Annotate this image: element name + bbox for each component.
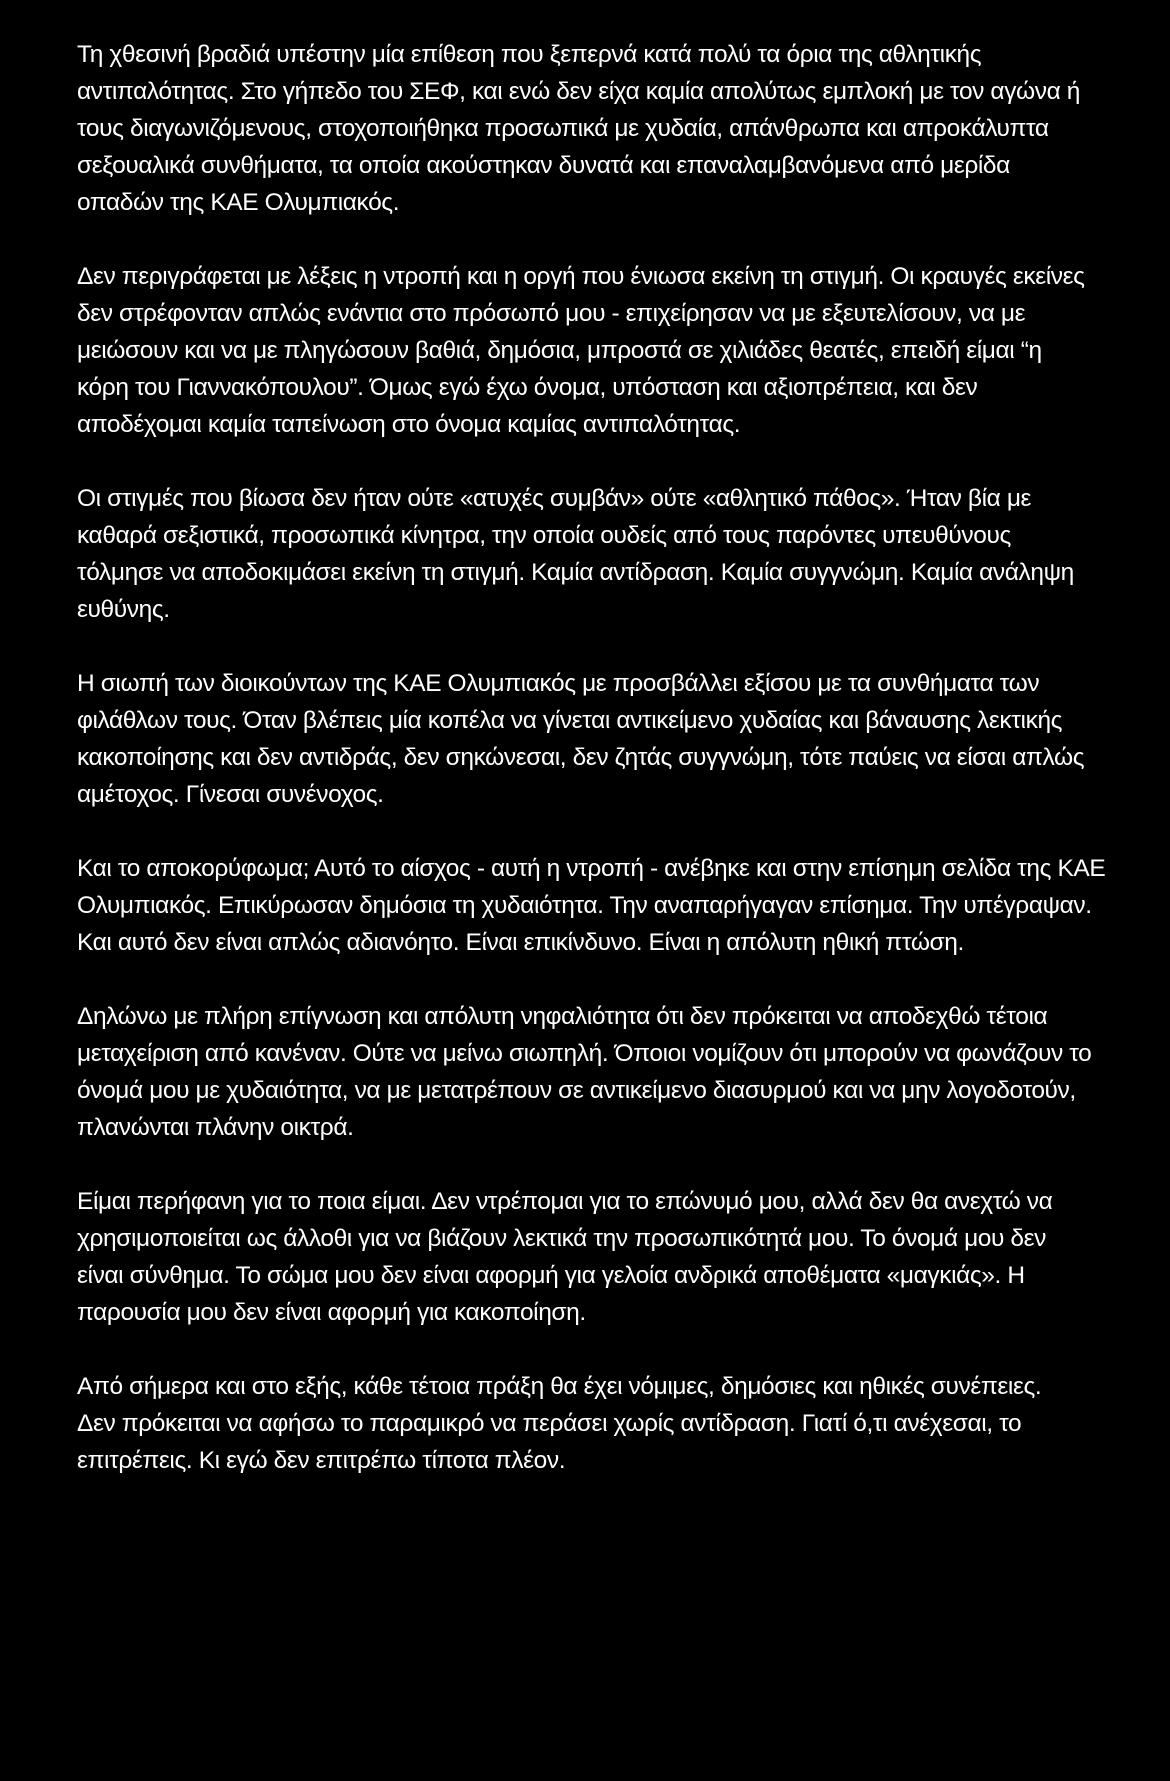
paragraph-5: Και το αποκορύφωμα; Αυτό το αίσχος - αυτή η ντροπή - ανέβηκε και στην επίσημη σελίδα της ΚΑΕ Ολυμπιακός. Επικύρωσαν δημόσια τη χυδαιότητα. Την αναπαρήγαγαν επίσημα. Την υπέγραψαν. Και αυτό δεν είναι απλώς αδιανόητο. Είναι επικίνδυνο. Είναι η απόλυτη ηθική πτώση. (77, 855, 1106, 956)
paragraph-6: Δηλώνω με πλήρη επίγνωση και απόλυτη νηφαλιότητα ότι δεν πρόκειται να αποδεχθώ τέτοια μεταχείριση από κανέναν. Ούτε να μείνω σιωπηλή. Όποιοι νομίζουν ότι μπορούν να φωνάζουν το όνομά μου με χυδαιότητα, να με μετατρέπουν σε αντικείμενο διασυρμού και να μην λογοδοτούν, πλανώνται πλάνην οικτρά. (77, 1003, 1092, 1141)
statement-text (77, 36, 1117, 1516)
paragraph-2: Δεν περιγράφεται με λέξεις η ντροπή και η οργή που ένιωσα εκείνη τη στιγμή. Οι κραυγές εκείνες δεν στρέφονταν απλώς ενάντια στο πρόσωπό μου - επιχείρησαν να με εξευτελίσουν, να με μειώσουν και να με πληγώσουν βαθιά, δημόσια, μπροστά σε χιλιάδες θεατές, επειδή είμαι “η κόρη του Γιαννακόπουλου”. Όμως εγώ έχω όνομα, υπόσταση και αξιοπρέπεια, και δεν αποδέχομαι καμία ταπείνωση στο όνομα καμίας αντιπαλότητας. (77, 263, 1085, 438)
paragraph-8: Από σήμερα και στο εξής, κάθε τέτοια πράξη θα έχει νόμιμες, δημόσιες και ηθικές συνέπειες. Δεν πρόκειται να αφήσω το παραμικρό να περάσει χωρίς αντίδραση. Γιατί ό,τι ανέχεσαι, το επιτρέπεις. Κι εγώ δεν επιτρέπω τίποτα πλέον. (77, 1373, 1042, 1474)
paragraph-7: Είμαι περήφανη για το ποια είμαι. Δεν ντρέπομαι για το επώνυμό μου, αλλά δεν θα ανεχτώ να χρησιμοποιείται ως άλλοθι για να βιάζουν λεκτικά την προσωπικότητά μου. Το όνομά μου δεν είναι σύνθημα. Το σώμα μου δεν είναι αφορμή για γελοία ανδρικά αποθέματα «μαγκιάς». Η παρουσία μου δεν είναι αφορμή για κακοποίηση. (77, 1188, 1053, 1326)
paragraph-4: Η σιωπή των διοικούντων της ΚΑΕ Ολυμπιακός με προσβάλλει εξίσου με τα συνθήματα των φιλάθλων τους. Όταν βλέπεις μία κοπέλα να γίνεται αντικείμενο χυδαίας και βάναυσης λεκτικής κακοποίησης και δεν αντιδράς, δεν σηκώνεσαι, δεν ζητάς συγγνώμη, τότε παύεις να είσαι απλώς αμέτοχος. Γίνεσαι συνένοχος. (77, 670, 1085, 808)
paragraph-1: Τη χθεσινή βραδιά υπέστην μία επίθεση που ξεπερνά κατά πολύ τα όρια της αθλητικής αντιπαλότητας. Στο γήπεδο του ΣΕΦ, και ενώ δεν είχα καμία απολύτως εμπλοκή με τον αγώνα ή τους διαγωνιζόμενους, στοχοποιήθηκα προσωπικά με χυδαία, απάνθρωπα και απροκάλυπτα σεξουαλικά συνθήματα, τα οποία ακούστηκαν δυνατά και επαναλαμβανόμενα από μερίδα οπαδών της ΚΑΕ Ολυμπιακός. (77, 41, 1081, 216)
paragraph-3: Οι στιγμές που βίωσα δεν ήταν ούτε «ατυχές συμβάν» ούτε «αθλητικό πάθος». Ήταν βία με καθαρά σεξιστικά, προσωπικά κίνητρα, την οποία ουδείς από τους παρόντες υπευθύνους τόλμησε να αποδοκιμάσει εκείνη τη στιγμή. Καμία αντίδραση. Καμία συγγνώμη. Καμία ανάληψη ευθύνης. (77, 485, 1074, 623)
